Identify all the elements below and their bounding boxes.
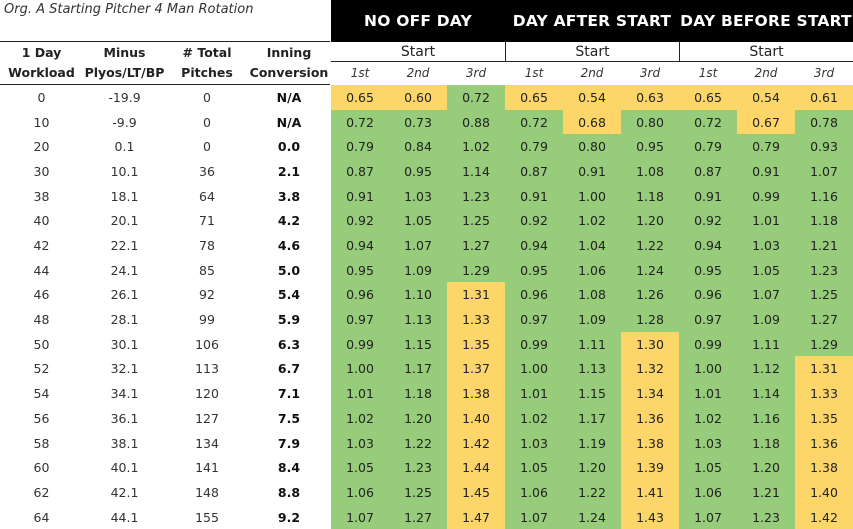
value-cell-r8-c8: 1.25 xyxy=(795,282,853,307)
value-cell-r16-c6: 1.06 xyxy=(679,480,737,505)
row-7-col-c: 5.0 xyxy=(277,262,301,278)
value-cell-r5-c7: 1.01 xyxy=(737,208,795,233)
value-cell-r9-c5: 1.28 xyxy=(621,307,679,332)
row-5-col-p: 71 xyxy=(199,213,215,228)
row-10-col-m: 30.1 xyxy=(110,336,139,352)
header-band-no-off-day: NO OFF DAY xyxy=(331,0,505,42)
value-cell-r12-c3: 1.01 xyxy=(505,381,563,406)
row-17-col-p: 155 xyxy=(195,509,219,525)
value-cell-r17-c6: 1.07 xyxy=(679,505,737,529)
left-header-2-line-1: Pitches xyxy=(181,64,233,80)
value-cell-r1-c6: 0.72 xyxy=(679,110,737,134)
row-9-col-p: 99 xyxy=(199,312,215,327)
value-cell-r6-c4: 1.04 xyxy=(563,233,621,258)
row-13-col-w: 56 xyxy=(33,411,50,426)
value-cell-r15-c3: 1.05 xyxy=(505,455,563,480)
value-cell-r8-c0: 0.96 xyxy=(331,282,389,307)
value-cell-r7-c2: 1.29 xyxy=(447,258,505,282)
value-cell-r16-c5: 1.41 xyxy=(621,480,679,505)
value-cell-r10-c0: 0.99 xyxy=(331,332,389,356)
start-label-3: Start xyxy=(679,42,853,62)
value-cell-r8-c4: 1.08 xyxy=(563,282,621,307)
value-cell-r9-c1: 1.13 xyxy=(389,307,447,332)
value-cell-r9-c3: 0.97 xyxy=(505,307,563,332)
value-cell-r0-c3: 0.65 xyxy=(505,85,563,110)
value-cell-r6-c0: 0.94 xyxy=(331,233,389,258)
row-3-col-w: 30 xyxy=(33,164,50,179)
row-17-col-c: 9.2 xyxy=(277,509,301,525)
value-cell-r6-c2: 1.27 xyxy=(447,233,505,258)
row-15-col-w: 60 xyxy=(33,460,50,475)
value-cell-r7-c7: 1.05 xyxy=(737,258,795,282)
value-cell-r12-c5: 1.34 xyxy=(621,381,679,406)
value-cell-r4-c6: 0.91 xyxy=(679,184,737,208)
value-cell-r0-c5: 0.63 xyxy=(621,85,679,110)
value-cell-r1-c3: 0.72 xyxy=(505,110,563,134)
value-cell-r1-c8: 0.78 xyxy=(795,110,853,134)
row-1-col-w: 10 xyxy=(33,114,50,130)
value-cell-r12-c1: 1.18 xyxy=(389,381,447,406)
header-band-day-before-start: DAY BEFORE START xyxy=(679,0,853,42)
row-6-col-c: 4.6 xyxy=(277,238,301,253)
value-cell-r8-c6: 0.96 xyxy=(679,282,737,307)
row-13-col-p: 127 xyxy=(195,411,219,426)
value-cell-r9-c0: 0.97 xyxy=(331,307,389,332)
value-cell-r11-c2: 1.37 xyxy=(447,356,505,381)
row-1-col-p: 0 xyxy=(203,114,211,130)
row-12-col-m: 34.1 xyxy=(110,386,139,401)
row-16-col-c: 8.8 xyxy=(277,485,301,500)
value-cell-r17-c4: 1.24 xyxy=(563,505,621,529)
value-cell-r12-c2: 1.38 xyxy=(447,381,505,406)
value-cell-r5-c4: 1.02 xyxy=(563,208,621,233)
value-cell-r13-c3: 1.02 xyxy=(505,406,563,431)
value-cell-r3-c2: 1.14 xyxy=(447,159,505,184)
value-cell-r11-c6: 1.00 xyxy=(679,356,737,381)
row-4-col-w: 38 xyxy=(33,188,50,204)
value-cell-r3-c8: 1.07 xyxy=(795,159,853,184)
inning-label-2-1: 2nd xyxy=(754,66,778,80)
value-cell-r14-c6: 1.03 xyxy=(679,431,737,455)
value-cell-r0-c8: 0.61 xyxy=(795,85,853,110)
value-cell-r5-c5: 1.20 xyxy=(621,208,679,233)
value-cell-r13-c2: 1.40 xyxy=(447,406,505,431)
row-5-col-c: 4.2 xyxy=(277,213,301,228)
value-cell-r13-c0: 1.02 xyxy=(331,406,389,431)
inning-label-2-0: 1st xyxy=(698,66,718,80)
row-16-col-w: 62 xyxy=(33,485,50,500)
value-cell-r7-c8: 1.23 xyxy=(795,258,853,282)
row-15-col-p: 141 xyxy=(195,460,219,475)
value-cell-r5-c3: 0.92 xyxy=(505,208,563,233)
row-11-col-c: 6.7 xyxy=(277,361,301,376)
value-cell-r4-c3: 0.91 xyxy=(505,184,563,208)
value-cell-r2-c4: 0.80 xyxy=(563,134,621,159)
value-cell-r14-c3: 1.03 xyxy=(505,431,563,455)
left-header-3-line-1: Conversion xyxy=(249,64,329,80)
value-cell-r15-c6: 1.05 xyxy=(679,455,737,480)
value-cell-r1-c5: 0.80 xyxy=(621,110,679,134)
value-cell-r17-c7: 1.23 xyxy=(737,505,795,529)
row-11-col-p: 113 xyxy=(195,361,219,376)
value-cell-r10-c7: 1.11 xyxy=(737,332,795,356)
left-header-3-line-0: Inning xyxy=(266,44,312,60)
value-cell-r6-c8: 1.21 xyxy=(795,233,853,258)
value-cell-r4-c0: 0.91 xyxy=(331,184,389,208)
value-cell-r5-c6: 0.92 xyxy=(679,208,737,233)
value-cell-r8-c3: 0.96 xyxy=(505,282,563,307)
value-cell-r10-c2: 1.35 xyxy=(447,332,505,356)
value-cell-r4-c8: 1.16 xyxy=(795,184,853,208)
row-15-col-c: 8.4 xyxy=(277,460,301,475)
value-cell-r2-c2: 1.02 xyxy=(447,134,505,159)
value-cell-r2-c7: 0.79 xyxy=(737,134,795,159)
value-cell-r11-c7: 1.12 xyxy=(737,356,795,381)
value-cell-r15-c2: 1.44 xyxy=(447,455,505,480)
value-cell-r8-c1: 1.10 xyxy=(389,282,447,307)
value-cell-r13-c7: 1.16 xyxy=(737,406,795,431)
value-cell-r2-c1: 0.84 xyxy=(389,134,447,159)
value-cell-r0-c2: 0.72 xyxy=(447,85,505,110)
value-cell-r14-c0: 1.03 xyxy=(331,431,389,455)
left-header-0-line-1: Workload xyxy=(8,64,75,80)
value-cell-r0-c0: 0.65 xyxy=(331,85,389,110)
row-6-col-p: 78 xyxy=(199,238,215,253)
value-cell-r16-c0: 1.06 xyxy=(331,480,389,505)
row-4-col-m: 18.1 xyxy=(110,188,139,204)
value-cell-r8-c5: 1.26 xyxy=(621,282,679,307)
row-0-col-m: -19.9 xyxy=(108,90,141,105)
row-4-col-c: 3.8 xyxy=(277,188,301,204)
row-9-col-w: 48 xyxy=(33,312,50,327)
value-cell-r2-c8: 0.93 xyxy=(795,134,853,159)
value-cell-r1-c7: 0.67 xyxy=(737,110,795,134)
value-cell-r6-c1: 1.07 xyxy=(389,233,447,258)
value-cell-r11-c8: 1.31 xyxy=(795,356,853,381)
value-cell-r17-c1: 1.27 xyxy=(389,505,447,529)
value-cell-r15-c8: 1.38 xyxy=(795,455,853,480)
start-label-1: Start xyxy=(331,42,505,62)
value-cell-r14-c5: 1.38 xyxy=(621,431,679,455)
value-cell-r12-c8: 1.33 xyxy=(795,381,853,406)
value-cell-r10-c6: 0.99 xyxy=(679,332,737,356)
value-cell-r12-c0: 1.01 xyxy=(331,381,389,406)
value-cell-r1-c4: 0.68 xyxy=(563,110,621,134)
value-cell-r4-c7: 0.99 xyxy=(737,184,795,208)
row-10-col-p: 106 xyxy=(195,336,219,352)
row-16-col-m: 42.1 xyxy=(110,485,139,500)
value-cell-r0-c6: 0.65 xyxy=(679,85,737,110)
value-cell-r14-c4: 1.19 xyxy=(563,431,621,455)
value-cell-r2-c5: 0.95 xyxy=(621,134,679,159)
value-cell-r14-c2: 1.42 xyxy=(447,431,505,455)
value-cell-r9-c7: 1.09 xyxy=(737,307,795,332)
value-cell-r16-c8: 1.40 xyxy=(795,480,853,505)
value-cell-r17-c3: 1.07 xyxy=(505,505,563,529)
row-12-col-c: 7.1 xyxy=(277,386,301,401)
row-2-col-c: 0.0 xyxy=(277,139,301,154)
value-cell-r11-c1: 1.17 xyxy=(389,356,447,381)
value-cell-r10-c1: 1.15 xyxy=(389,332,447,356)
value-cell-r3-c3: 0.87 xyxy=(505,159,563,184)
row-12-col-p: 120 xyxy=(195,386,219,401)
row-8-col-p: 92 xyxy=(199,287,215,302)
row-15-col-m: 40.1 xyxy=(110,460,139,475)
row-9-col-m: 28.1 xyxy=(110,312,139,327)
row-14-col-c: 7.9 xyxy=(277,435,301,451)
value-cell-r4-c2: 1.23 xyxy=(447,184,505,208)
value-cell-r9-c6: 0.97 xyxy=(679,307,737,332)
value-cell-r17-c0: 1.07 xyxy=(331,505,389,529)
value-cell-r13-c6: 1.02 xyxy=(679,406,737,431)
value-cell-r16-c1: 1.25 xyxy=(389,480,447,505)
value-cell-r12-c6: 1.01 xyxy=(679,381,737,406)
row-4-col-p: 64 xyxy=(199,188,215,204)
row-9-col-c: 5.9 xyxy=(277,312,301,327)
value-cell-r15-c1: 1.23 xyxy=(389,455,447,480)
value-cell-r14-c8: 1.36 xyxy=(795,431,853,455)
row-5-col-m: 20.1 xyxy=(110,213,139,228)
value-cell-r11-c4: 1.13 xyxy=(563,356,621,381)
row-3-col-m: 10.1 xyxy=(110,164,139,179)
value-cell-r3-c6: 0.87 xyxy=(679,159,737,184)
value-cell-r10-c4: 1.11 xyxy=(563,332,621,356)
value-cell-r6-c5: 1.22 xyxy=(621,233,679,258)
value-cell-r1-c1: 0.73 xyxy=(389,110,447,134)
value-cell-r4-c5: 1.18 xyxy=(621,184,679,208)
value-cell-r16-c4: 1.22 xyxy=(563,480,621,505)
value-cell-r7-c5: 1.24 xyxy=(621,258,679,282)
inning-label-1-0: 1st xyxy=(524,66,544,80)
inning-label-0-0: 1st xyxy=(350,66,370,80)
left-header-1-line-1: Plyos/LT/BP xyxy=(84,64,165,80)
value-cell-r13-c1: 1.20 xyxy=(389,406,447,431)
value-cell-r13-c8: 1.35 xyxy=(795,406,853,431)
value-cell-r7-c6: 0.95 xyxy=(679,258,737,282)
inning-label-1-1: 2nd xyxy=(580,66,604,80)
row-17-col-w: 64 xyxy=(33,509,50,525)
value-cell-r9-c2: 1.33 xyxy=(447,307,505,332)
value-cell-r13-c4: 1.17 xyxy=(563,406,621,431)
row-1-col-m: -9.9 xyxy=(112,114,137,130)
value-cell-r5-c0: 0.92 xyxy=(331,208,389,233)
value-cell-r16-c7: 1.21 xyxy=(737,480,795,505)
value-cell-r16-c2: 1.45 xyxy=(447,480,505,505)
value-cell-r7-c4: 1.06 xyxy=(563,258,621,282)
value-cell-r11-c0: 1.00 xyxy=(331,356,389,381)
row-3-col-p: 36 xyxy=(199,164,215,179)
value-cell-r9-c4: 1.09 xyxy=(563,307,621,332)
header-band-day-after-start: DAY AFTER START xyxy=(505,0,679,42)
value-cell-r12-c4: 1.15 xyxy=(563,381,621,406)
left-header-1-line-0: Minus xyxy=(103,44,146,60)
value-cell-r10-c3: 0.99 xyxy=(505,332,563,356)
value-cell-r3-c4: 0.91 xyxy=(563,159,621,184)
value-cell-r5-c1: 1.05 xyxy=(389,208,447,233)
value-cell-r15-c5: 1.39 xyxy=(621,455,679,480)
value-cell-r16-c3: 1.06 xyxy=(505,480,563,505)
row-0-col-w: 0 xyxy=(37,90,46,105)
sheet-title: Org. A Starting Pitcher 4 Man Rotation xyxy=(4,2,254,17)
row-14-col-p: 134 xyxy=(195,435,219,451)
value-cell-r6-c6: 0.94 xyxy=(679,233,737,258)
row-14-col-m: 38.1 xyxy=(110,435,139,451)
value-cell-r11-c3: 1.00 xyxy=(505,356,563,381)
value-cell-r0-c1: 0.60 xyxy=(389,85,447,110)
value-cell-r7-c1: 1.09 xyxy=(389,258,447,282)
row-11-col-m: 32.1 xyxy=(110,361,139,376)
value-cell-r1-c2: 0.88 xyxy=(447,110,505,134)
value-cell-r14-c1: 1.22 xyxy=(389,431,447,455)
row-6-col-w: 42 xyxy=(33,238,50,253)
value-cell-r4-c4: 1.00 xyxy=(563,184,621,208)
value-cell-r6-c7: 1.03 xyxy=(737,233,795,258)
value-cell-r0-c4: 0.54 xyxy=(563,85,621,110)
value-cell-r8-c7: 1.07 xyxy=(737,282,795,307)
row-14-col-w: 58 xyxy=(33,435,50,451)
value-cell-r2-c3: 0.79 xyxy=(505,134,563,159)
value-cell-r3-c7: 0.91 xyxy=(737,159,795,184)
row-6-col-m: 22.1 xyxy=(110,238,139,253)
value-cell-r2-c6: 0.79 xyxy=(679,134,737,159)
value-cell-r10-c5: 1.30 xyxy=(621,332,679,356)
value-cell-r5-c2: 1.25 xyxy=(447,208,505,233)
value-cell-r15-c4: 1.20 xyxy=(563,455,621,480)
value-cell-r6-c3: 0.94 xyxy=(505,233,563,258)
value-cell-r3-c0: 0.87 xyxy=(331,159,389,184)
inning-label-1-2: 3rd xyxy=(639,66,661,80)
row-17-col-m: 44.1 xyxy=(110,509,139,525)
inning-label-0-2: 3rd xyxy=(465,66,487,80)
row-8-col-m: 26.1 xyxy=(110,287,139,302)
row-13-col-m: 36.1 xyxy=(110,411,139,426)
value-cell-r9-c8: 1.27 xyxy=(795,307,853,332)
inning-label-0-1: 2nd xyxy=(406,66,430,80)
value-cell-r15-c7: 1.20 xyxy=(737,455,795,480)
row-3-col-c: 2.1 xyxy=(277,164,301,179)
row-0-col-c: N/A xyxy=(276,90,302,105)
row-1-col-c: N/A xyxy=(276,114,302,130)
value-cell-r5-c8: 1.18 xyxy=(795,208,853,233)
value-cell-r7-c0: 0.95 xyxy=(331,258,389,282)
value-cell-r3-c1: 0.95 xyxy=(389,159,447,184)
row-7-col-m: 24.1 xyxy=(110,262,139,278)
row-7-col-w: 44 xyxy=(33,262,50,278)
row-11-col-w: 52 xyxy=(33,361,50,376)
row-8-col-w: 46 xyxy=(33,287,50,302)
row-0-col-p: 0 xyxy=(203,90,211,105)
row-12-col-w: 54 xyxy=(33,386,50,401)
row-13-col-c: 7.5 xyxy=(277,411,301,426)
value-cell-r17-c2: 1.47 xyxy=(447,505,505,529)
row-2-col-p: 0 xyxy=(203,139,211,154)
row-16-col-p: 148 xyxy=(195,485,219,500)
row-10-col-c: 6.3 xyxy=(277,336,301,352)
row-2-col-m: 0.1 xyxy=(114,139,135,154)
row-7-col-p: 85 xyxy=(199,262,215,278)
value-cell-r10-c8: 1.29 xyxy=(795,332,853,356)
row-8-col-c: 5.4 xyxy=(277,287,301,302)
value-cell-r8-c2: 1.31 xyxy=(447,282,505,307)
value-cell-r17-c5: 1.43 xyxy=(621,505,679,529)
value-cell-r3-c5: 1.08 xyxy=(621,159,679,184)
start-label-2: Start xyxy=(505,42,679,62)
value-cell-r0-c7: 0.54 xyxy=(737,85,795,110)
value-cell-r17-c8: 1.42 xyxy=(795,505,853,529)
value-cell-r11-c5: 1.32 xyxy=(621,356,679,381)
left-header-2-line-0: # Total xyxy=(182,44,232,60)
row-10-col-w: 50 xyxy=(33,336,50,352)
value-cell-r1-c0: 0.72 xyxy=(331,110,389,134)
value-cell-r13-c5: 1.36 xyxy=(621,406,679,431)
row-2-col-w: 20 xyxy=(33,139,50,154)
value-cell-r2-c0: 0.79 xyxy=(331,134,389,159)
inning-label-2-2: 3rd xyxy=(813,66,835,80)
value-cell-r7-c3: 0.95 xyxy=(505,258,563,282)
value-cell-r12-c7: 1.14 xyxy=(737,381,795,406)
value-cell-r4-c1: 1.03 xyxy=(389,184,447,208)
left-header-0-line-0: 1 Day xyxy=(21,44,62,60)
row-5-col-w: 40 xyxy=(33,213,50,228)
value-cell-r15-c0: 1.05 xyxy=(331,455,389,480)
value-cell-r14-c7: 1.18 xyxy=(737,431,795,455)
